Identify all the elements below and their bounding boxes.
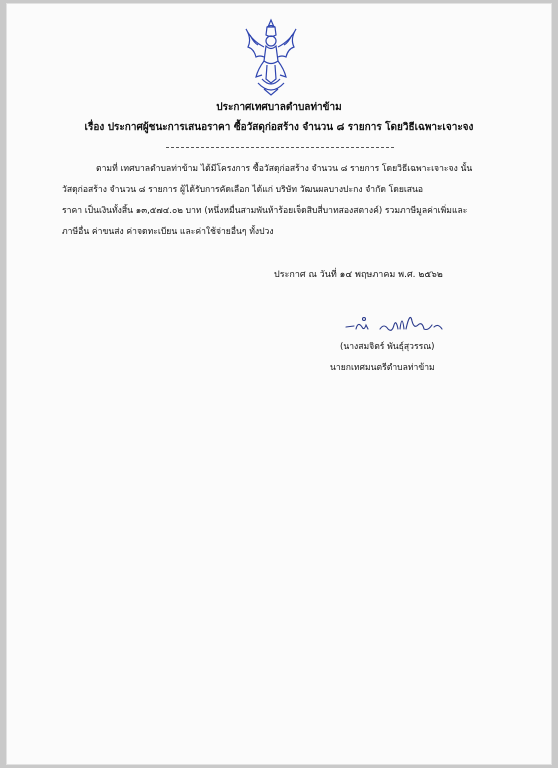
- body-line: ราคา เป็นเงินทั้งสิ้น ๑๓,๕๗๔.๐๒ บาท (หนึ่งหมื่นสามพันห้าร้อยเจ็ดสิบสี่บาทสองสตางค์) รวมภาษีมูลค่าเพิ่มและ: [62, 206, 468, 216]
- document-subject: เรื่อง ประกาศผู้ชนะการเสนอราคา ซื้อวัสดุก่อสร้าง จำนวน ๘ รายการ โดยวิธีเฉพาะเจาะจง: [84, 122, 474, 133]
- announcement-date: ประกาศ ณ วันที่ ๑๔ พฤษภาคม พ.ศ. ๒๕๖๒: [274, 270, 443, 280]
- garuda-emblem-icon: [242, 17, 300, 99]
- document-page: [6, 3, 552, 765]
- signatory-position: นายกเทศมนตรีตำบลท่าข้าม: [330, 363, 435, 373]
- body-line: วัสดุก่อสร้าง จำนวน ๘ รายการ ผู้ได้รับการคัดเลือก ได้แก่ บริษัท วัฒนผลบางปะกง จำกัด โดยเสนอ: [62, 185, 424, 195]
- body-line: ภาษีอื่น ค่าขนส่ง ค่าจดทะเบียน และค่าใช้จ่ายอื่นๆ ทั้งปวง: [62, 227, 274, 237]
- separator-line: [166, 147, 394, 148]
- signatory-name: (นางสมจิตร์ พันธุ์สุวรรณ): [340, 342, 435, 352]
- document-title: ประกาศเทศบาลตำบลท่าข้าม: [216, 102, 342, 113]
- body-line: ตามที่ เทศบาลตำบลท่าข้าม ได้มีโครงการ ซื้อวัสดุก่อสร้าง จำนวน ๘ รายการ โดยวิธีเฉพาะเจาะจง นั้น: [96, 164, 473, 174]
- handwritten-signature: [340, 307, 452, 339]
